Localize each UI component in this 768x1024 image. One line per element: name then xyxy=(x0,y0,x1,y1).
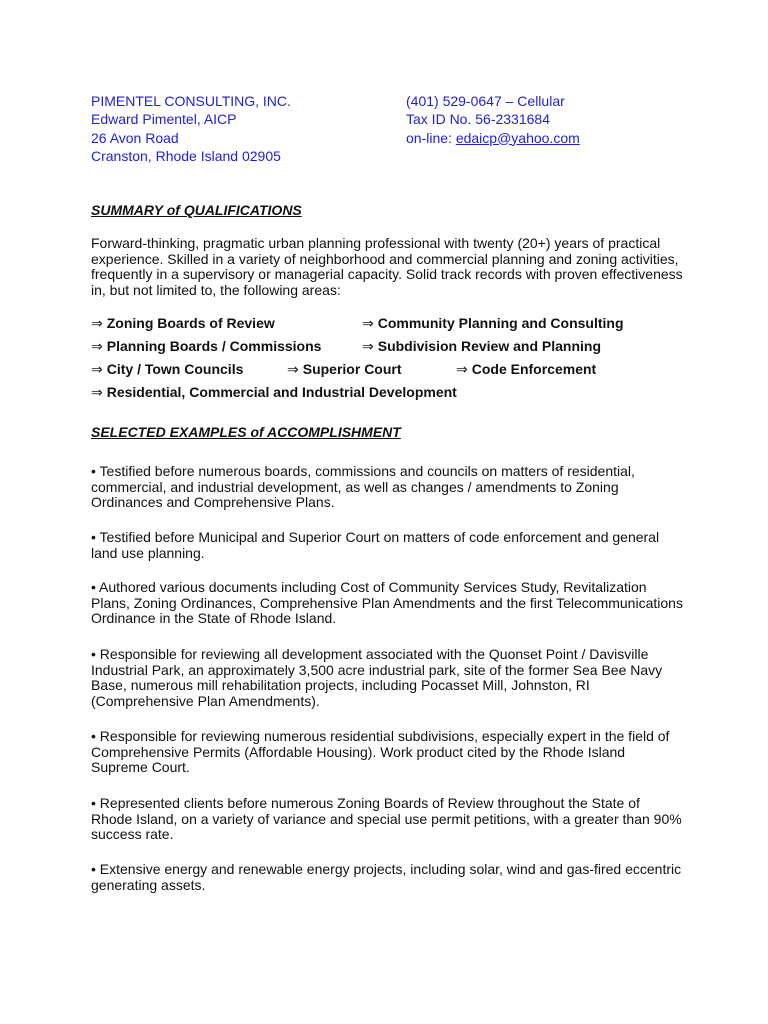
accomplishment-line: Ordinance in the State of Rhode Island. xyxy=(91,610,337,627)
accomplishment-line: Comprehensive Permits (Affordable Housing). Work product cited by the Rhode Island xyxy=(91,743,626,760)
email-link[interactable]: edaicp@yahoo.com xyxy=(455,129,580,146)
accomplishment-line: • Authored various documents including Cost of Community Services Study, Revitalization xyxy=(91,579,647,595)
accomplishment-line: • Extensive energy and renewable energy projects, including solar, wind and gas-fired eccentric xyxy=(91,861,682,877)
accomplishment-line: (Comprehensive Plan Amendments). xyxy=(91,692,320,709)
area-item: ⇒ Zoning Boards of Review xyxy=(91,315,275,331)
arrow-icon: ⇒ xyxy=(91,315,103,331)
summary-line: experience. Skilled in a variety of neighborhood and commercial planning and zoning activities, xyxy=(91,250,679,267)
accomplishment-item xyxy=(91,647,691,709)
accomplishment-line: • Represented clients before numerous Zoning Boards of Review throughout the State of xyxy=(91,795,640,811)
online-line xyxy=(406,129,580,147)
online-label: on-line: xyxy=(406,129,456,146)
area-item: ⇒ Residential, Commercial and Industrial Development xyxy=(91,384,457,400)
area-item: ⇒ Planning Boards / Commissions xyxy=(91,338,322,354)
accomplishment-line: Ordinances and Comprehensive Plans. xyxy=(91,494,335,511)
accomplishment-item xyxy=(91,729,691,776)
accomplishment-item xyxy=(91,580,691,627)
summary-paragraph xyxy=(91,236,691,298)
summary-heading: SUMMARY of QUALIFICATIONS xyxy=(91,202,302,218)
accomplishment-line: success rate. xyxy=(91,826,174,843)
accomplishments-heading: SELECTED EXAMPLES of ACCOMPLISHMENT xyxy=(91,424,401,440)
arrow-icon: ⇒ xyxy=(362,338,374,354)
accomplishment-line: land use planning. xyxy=(91,544,205,561)
accomplishment-line: Rhode Island, on a variety of variance and special use permit petitions, with a greater than 90% xyxy=(91,810,682,827)
company-name: PIMENTEL CONSULTING, INC. xyxy=(91,93,291,109)
accomplishment-item xyxy=(91,862,691,893)
arrow-icon: ⇒ xyxy=(456,361,468,377)
arrow-icon: ⇒ xyxy=(91,384,103,400)
accomplishment-line: • Testified before numerous boards, commissions and councils on matters of residential, xyxy=(91,463,635,479)
header-contact-left xyxy=(91,92,291,165)
street-address: 26 Avon Road xyxy=(91,129,179,146)
accomplishment-line: Base, numerous mill rehabilitation projects, including Pocasset Mill, Johnston, RI xyxy=(91,677,590,694)
summary-line: Forward-thinking, pragmatic urban planning professional with twenty (20+) years of practical xyxy=(91,235,661,251)
summary-line: frequently in a supervisory or managerial capacity. Solid track records with proven effectiveness xyxy=(91,266,683,283)
arrow-icon: ⇒ xyxy=(362,315,374,331)
accomplishment-line: commercial, and industrial development, as well as changes / amendments to Zoning xyxy=(91,478,619,495)
accomplishment-item xyxy=(91,796,691,843)
area-item: ⇒ Superior Court xyxy=(287,361,402,377)
accomplishment-line: • Responsible for reviewing numerous residential subdivisions, especially expert in the field of xyxy=(91,728,670,744)
person-name: Edward Pimentel, AICP xyxy=(91,111,237,128)
arrow-icon: ⇒ xyxy=(287,361,299,377)
area-item: ⇒ Subdivision Review and Planning xyxy=(362,338,601,354)
accomplishment-line: • Testified before Municipal and Superior Court on matters of code enforcement and general xyxy=(91,529,660,545)
header-contact-right xyxy=(406,92,580,147)
phone-number: (401) 529-0647 – Cellular xyxy=(406,93,565,109)
city-state-zip: Cranston, Rhode Island 02905 xyxy=(91,147,281,164)
accomplishment-line: Plans, Zoning Ordinances, Comprehensive Plan Amendments and the first Telecommunications xyxy=(91,594,683,611)
summary-line: in, but not limited to, the following areas: xyxy=(91,281,341,298)
accomplishment-line: Industrial Park, an approximately 3,500 acre industrial park, site of the former Sea Bee Navy xyxy=(91,661,663,678)
accomplishment-item xyxy=(91,464,691,511)
arrow-icon: ⇒ xyxy=(91,361,103,377)
area-item: ⇒ Code Enforcement xyxy=(456,361,597,377)
area-item: ⇒ Community Planning and Consulting xyxy=(362,315,624,331)
accomplishment-line: • Responsible for reviewing all development associated with the Quonset Point / Davisville xyxy=(91,646,649,662)
accomplishment-item xyxy=(91,530,691,561)
tax-id: Tax ID No. 56-2331684 xyxy=(406,111,550,128)
accomplishment-line: generating assets. xyxy=(91,876,206,893)
arrow-icon: ⇒ xyxy=(91,338,103,354)
accomplishment-line: Supreme Court. xyxy=(91,759,190,776)
area-item: ⇒ City / Town Councils xyxy=(91,361,244,377)
